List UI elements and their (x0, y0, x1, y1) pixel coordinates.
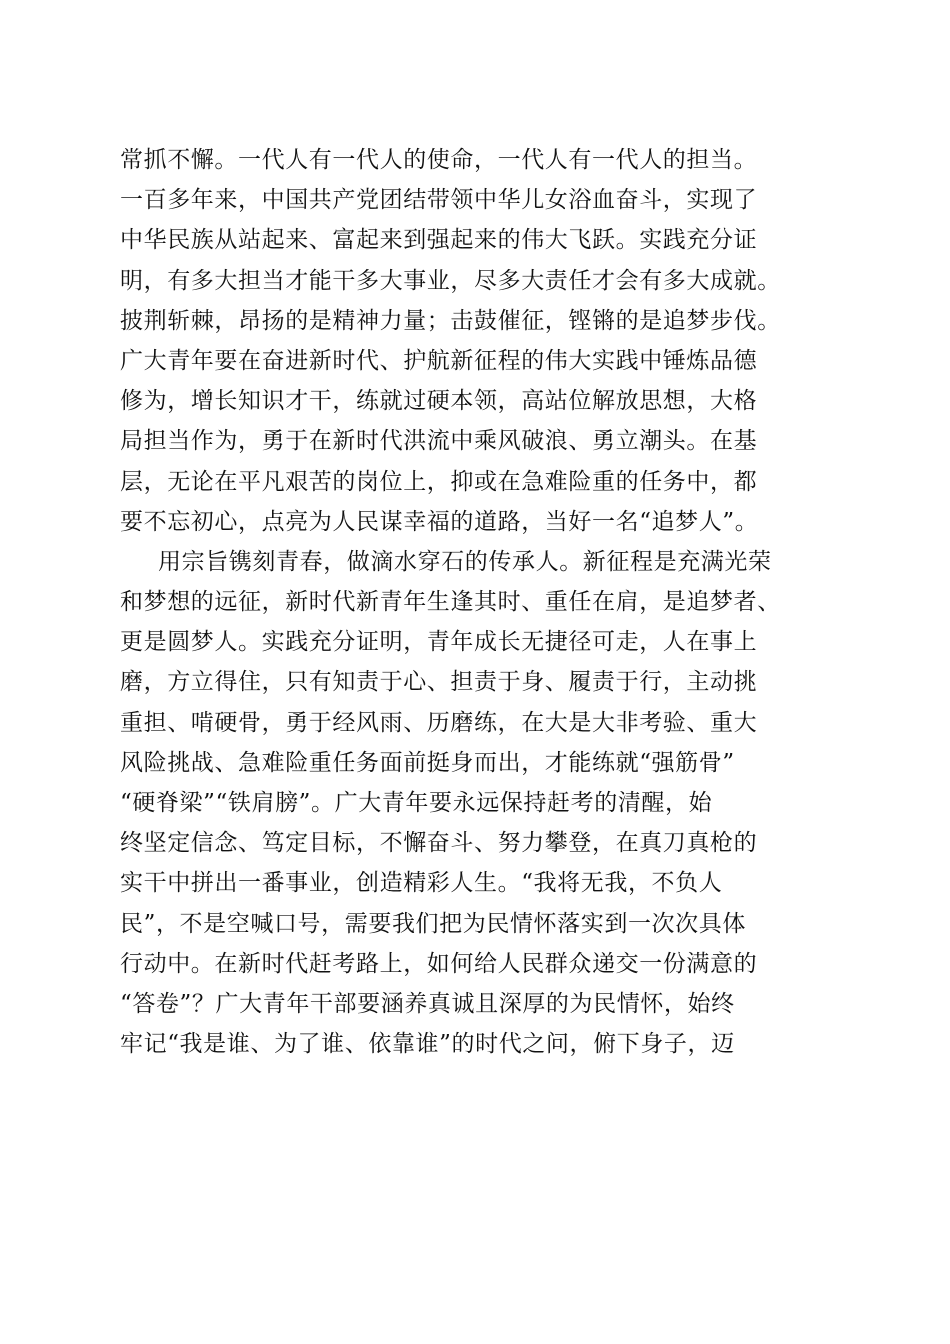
text-line: 要不忘初心，点亮为人民谋幸福的道路，当好一名“追梦人”。 (120, 508, 759, 535)
text-line: 中华民族从站起来、富起来到强起来的伟大飞跃。实践充分证 (120, 227, 758, 254)
text-line: 实干中拼出一番事业，创造精彩人生。“我将无我，不负人 (120, 870, 723, 897)
text-line: 风险挑战、急难险重任务面前挺身而出，才能练就“强筋骨” (120, 749, 735, 776)
paragraph-first-line: 用宗旨镌刻青春，做滴水穿石的传承人。新征程是充满光荣 (158, 548, 772, 575)
text-line: “答卷”？广大青年干部要涵养真诚且深厚的为民情怀，始终 (120, 990, 735, 1017)
text-line: 终坚定信念、笃定目标，不懈奋斗、努力攀登，在真刀真枪的 (120, 830, 758, 857)
text-line: 磨，方立得住，只有知责于心、担责于身、履责于行，主动挑 (120, 669, 758, 696)
text-line: 和梦想的远征，新时代新青年生逢其时、重任在肩，是追梦者、 (120, 589, 781, 616)
text-line: 一百多年来，中国共产党团结带领中华儿女浴血奋斗，实现了 (120, 187, 758, 214)
text-line: 常抓不懈。一代人有一代人的使命，一代人有一代人的担当。 (120, 147, 758, 173)
text-line: 行动中。在新时代赶考路上，如何给人民群众递交一份满意的 (120, 950, 758, 977)
text-line: 民”，不是空喊口号，需要我们把为民情怀落实到一次次具体 (120, 910, 746, 937)
text-line: 局担当作为，勇于在新时代洪流中乘风破浪、勇立潮头。在基 (120, 428, 758, 455)
text-line: 牢记“我是谁、为了谁、依靠谁”的时代之问，俯下身子，迈 (120, 1031, 735, 1058)
text-line: 修为，增长知识才干，练就过硬本领，高站位解放思想，大格 (120, 388, 758, 415)
text-line: 更是圆梦人。实践充分证明，青年成长无捷径可走，人在事上 (120, 629, 758, 656)
text-line: 层，无论在平凡艰苦的岗位上，抑或在急难险重的任务中，都 (120, 468, 758, 495)
text-line: 明，有多大担当才能干多大事业，尽多大责任才会有多大成就。 (120, 267, 781, 294)
text-line: 广大青年要在奋进新时代、护航新征程的伟大实践中锤炼品德 (120, 347, 758, 374)
body-text (120, 140, 840, 1064)
text-line: 披荆斩棘，昂扬的是精神力量；击鼓催征，铿锵的是追梦步伐。 (120, 307, 781, 334)
text-line: “硬脊梁”“铁肩膀”。广大青年要永远保持赶考的清醒，始 (120, 790, 713, 816)
text-line: 重担、啃硬骨，勇于经风雨、历磨练，在大是大非考验、重大 (120, 709, 758, 736)
